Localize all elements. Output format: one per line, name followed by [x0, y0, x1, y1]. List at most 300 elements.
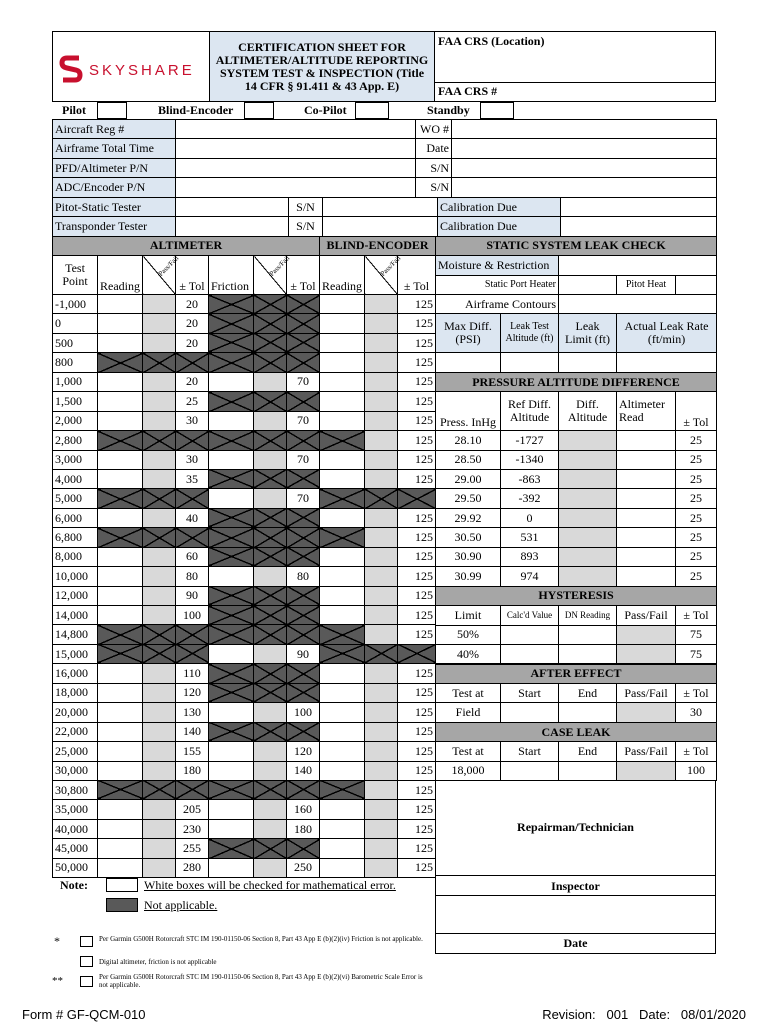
- hyst-pf-field[interactable]: [617, 645, 676, 664]
- friction-pass-fail-field[interactable]: [254, 819, 287, 838]
- pass-fail-field[interactable]: [143, 606, 176, 625]
- pad-press-value: 28.10: [436, 431, 501, 450]
- reading-field[interactable]: [98, 450, 143, 469]
- after-effect-title: AFTER EFFECT: [436, 664, 717, 683]
- not-applicable-cell: [209, 314, 254, 333]
- blind-reading-field[interactable]: [320, 819, 365, 838]
- blind-tol-value: 125: [398, 450, 436, 469]
- pad-press-header: Press. InHg: [436, 392, 501, 431]
- not-applicable-cell: [320, 644, 365, 663]
- blind-tol-value: 125: [398, 858, 436, 877]
- leak-limit-field[interactable]: [559, 353, 617, 372]
- airframe-time-field[interactable]: [176, 139, 416, 158]
- pad-diff-field[interactable]: [559, 470, 617, 489]
- blind-reading-field[interactable]: [320, 567, 365, 586]
- blind-tol-value: 125: [398, 664, 436, 683]
- pass-fail-field[interactable]: [143, 839, 176, 858]
- pad-read-header: Altimeter Read: [617, 392, 676, 431]
- blind-pass-fail-field[interactable]: [365, 314, 398, 333]
- altimeter-table: [52, 236, 436, 878]
- reading-field[interactable]: [98, 586, 143, 605]
- tol-value: 30: [176, 411, 209, 430]
- after-end-field[interactable]: [559, 703, 617, 722]
- pitot-heat-field[interactable]: [676, 275, 717, 294]
- form-title-text: CERTIFICATION SHEET FOR ALTIMETER/ALTITUDE REPORTING SYSTEM TEST & INSPECTION (Title 14 CFR § 91.411 & 43 App. E): [215, 39, 429, 93]
- not-applicable-cell: [254, 469, 287, 488]
- pass-fail-field[interactable]: [143, 683, 176, 702]
- reading-field[interactable]: [98, 469, 143, 488]
- test-point: 8,000: [53, 547, 98, 566]
- blind-reading-field[interactable]: [320, 508, 365, 527]
- blind-pass-fail-field[interactable]: [365, 819, 398, 838]
- friction-pass-fail-field[interactable]: [254, 703, 287, 722]
- reading-field[interactable]: [98, 606, 143, 625]
- friction-field[interactable]: [209, 800, 254, 819]
- not-applicable-cell: [209, 353, 254, 372]
- blind-tol-value: 125: [398, 683, 436, 702]
- adc-pn-field[interactable]: [176, 178, 416, 197]
- altimeter-row: [53, 411, 436, 430]
- pass-fail-field[interactable]: [143, 722, 176, 741]
- reading-field[interactable]: [98, 411, 143, 430]
- pad-read-field[interactable]: [617, 528, 676, 547]
- altimeter-row: [53, 664, 436, 683]
- transponder-tester-field[interactable]: [176, 217, 289, 236]
- pad-diff-field[interactable]: [559, 508, 617, 527]
- not-applicable-cell: [287, 780, 320, 799]
- hyst-calc-field[interactable]: [501, 625, 559, 644]
- pad-read-field[interactable]: [617, 450, 676, 469]
- station-pilot-checkbox[interactable]: [97, 102, 127, 119]
- header-logo-box: [52, 31, 210, 102]
- friction-pass-fail-field[interactable]: [254, 800, 287, 819]
- pitot-cal-due-field[interactable]: [561, 197, 717, 216]
- pad-diff-field[interactable]: [559, 431, 617, 450]
- blind-reading-field[interactable]: [320, 722, 365, 741]
- friction-field[interactable]: [209, 858, 254, 877]
- test-point: 800: [53, 353, 98, 372]
- reading-field[interactable]: [98, 839, 143, 858]
- blind-reading-field[interactable]: [320, 683, 365, 702]
- pass-fail-field[interactable]: [143, 586, 176, 605]
- friction-tol-value: 100: [287, 703, 320, 722]
- pass-fail-field[interactable]: [143, 469, 176, 488]
- blind-pass-fail-field[interactable]: [365, 411, 398, 430]
- friction-field[interactable]: [209, 761, 254, 780]
- not-applicable-cell: [254, 780, 287, 799]
- pad-diff-field[interactable]: [559, 547, 617, 566]
- hyst-calc-field[interactable]: [501, 645, 559, 664]
- blind-pass-fail-field[interactable]: [365, 392, 398, 411]
- not-applicable-cell: [254, 392, 287, 411]
- case-pf-header: Pass/Fail: [617, 742, 676, 761]
- blind-pass-fail-field[interactable]: [365, 295, 398, 314]
- blind-pass-fail-field[interactable]: [365, 839, 398, 858]
- not-applicable-cell: [287, 606, 320, 625]
- blind-pass-fail-field[interactable]: [365, 625, 398, 644]
- pad-ref-value: -1340: [501, 450, 559, 469]
- blind-reading-field[interactable]: [320, 839, 365, 858]
- altimeter-row: [53, 314, 436, 333]
- max-diff-field[interactable]: [436, 353, 501, 372]
- test-point: 40,000: [53, 819, 98, 838]
- case-leak-title: CASE LEAK: [436, 722, 717, 741]
- hyst-pf-field[interactable]: [617, 625, 676, 644]
- note2-checkbox[interactable]: [80, 956, 93, 967]
- crs-location-cell[interactable]: [435, 31, 716, 83]
- transponder-tester-label: Transponder Tester: [53, 217, 176, 236]
- pass-fail-field[interactable]: [143, 547, 176, 566]
- not-applicable-cell: [254, 664, 287, 683]
- station-blind-encoder-checkbox[interactable]: [244, 102, 274, 119]
- not-applicable-cell: [287, 839, 320, 858]
- transponder-cal-due-field[interactable]: [561, 217, 717, 236]
- not-applicable-cell: [143, 489, 176, 508]
- port-heater-field[interactable]: [559, 275, 617, 294]
- reading-field[interactable]: [98, 567, 143, 586]
- blind-reading-field[interactable]: [320, 372, 365, 391]
- blind-reading-field[interactable]: [320, 761, 365, 780]
- friction-pass-fail-field[interactable]: [254, 858, 287, 877]
- pfd-sn-field[interactable]: [452, 158, 717, 177]
- blind-pass-fail-field[interactable]: [365, 567, 398, 586]
- blind-pass-fail-field[interactable]: [365, 703, 398, 722]
- case-tol-value: 100: [676, 761, 717, 780]
- test-point: 6,000: [53, 508, 98, 527]
- pass-fail-field[interactable]: [143, 372, 176, 391]
- transponder-sn-field[interactable]: [323, 217, 438, 236]
- date-signoff-box[interactable]: [435, 934, 716, 954]
- pad-ref-value: -1727: [501, 431, 559, 450]
- pass-fail-field[interactable]: [143, 333, 176, 352]
- reading-field[interactable]: [98, 295, 143, 314]
- not-applicable-cell: [209, 547, 254, 566]
- not-applicable-cell: [287, 469, 320, 488]
- moisture-field[interactable]: [559, 256, 717, 275]
- pad-ref-header: Ref Diff. Altitude: [501, 392, 559, 431]
- blind-tol-value: 125: [398, 295, 436, 314]
- tol-value: 280: [176, 858, 209, 877]
- blind-tol-value: 125: [398, 469, 436, 488]
- blind-tol-header: ± Tol: [398, 256, 436, 295]
- not-applicable-cell: [209, 295, 254, 314]
- altimeter-row: [53, 780, 436, 799]
- pad-diff-field[interactable]: [559, 450, 617, 469]
- pad-ref-value: 893: [501, 547, 559, 566]
- pass-fail-field[interactable]: [143, 508, 176, 527]
- blind-pass-fail-field[interactable]: [365, 528, 398, 547]
- blind-reading-field[interactable]: [320, 295, 365, 314]
- reading-field[interactable]: [98, 547, 143, 566]
- blind-pass-fail-field[interactable]: [365, 858, 398, 877]
- blind-pass-fail-field[interactable]: [365, 606, 398, 625]
- blind-reading-field[interactable]: [320, 469, 365, 488]
- altimeter-row: [53, 644, 436, 663]
- blind-pass-fail-field[interactable]: [365, 761, 398, 780]
- friction-tol-value: 180: [287, 819, 320, 838]
- reading-field[interactable]: [98, 703, 143, 722]
- repairman-box[interactable]: [435, 780, 716, 876]
- pad-tol-value: 25: [676, 470, 717, 489]
- friction-field[interactable]: [209, 450, 254, 469]
- case-pf-field[interactable]: [617, 761, 676, 780]
- blind-reading-field[interactable]: [320, 858, 365, 877]
- pass-fail-field[interactable]: [143, 450, 176, 469]
- hyst-tol-value: 75: [676, 645, 717, 664]
- blind-pass-fail-field[interactable]: [365, 353, 398, 372]
- friction-field[interactable]: [209, 703, 254, 722]
- pass-fail-field[interactable]: [143, 392, 176, 411]
- leak-check-table: [435, 236, 717, 373]
- altimeter-row: [53, 839, 436, 858]
- test-point: 22,000: [53, 722, 98, 741]
- after-pf-field[interactable]: [617, 703, 676, 722]
- blind-pass-fail-field[interactable]: [365, 333, 398, 352]
- pad-ref-value: 531: [501, 528, 559, 547]
- friction-field[interactable]: [209, 372, 254, 391]
- contours-field[interactable]: [559, 295, 717, 314]
- friction-tol-value: 160: [287, 800, 320, 819]
- friction-field[interactable]: [209, 411, 254, 430]
- blind-reading-field[interactable]: [320, 353, 365, 372]
- not-applicable-cell: [209, 839, 254, 858]
- pfd-pn-label: PFD/Altimeter P/N: [53, 158, 176, 177]
- blind-tol-value: 125: [398, 353, 436, 372]
- blind-reading-field[interactable]: [320, 314, 365, 333]
- pad-row: [436, 528, 717, 547]
- pad-row: [436, 470, 717, 489]
- blind-pass-fail-field[interactable]: [365, 742, 398, 761]
- friction-pass-fail-field[interactable]: [254, 761, 287, 780]
- pad-read-field[interactable]: [617, 431, 676, 450]
- after-tol-header: ± Tol: [676, 683, 717, 702]
- adc-pn-label: ADC/Encoder P/N: [53, 178, 176, 197]
- blind-pass-fail-field[interactable]: [365, 372, 398, 391]
- blind-reading-field[interactable]: [320, 586, 365, 605]
- pass-fail-field[interactable]: [143, 858, 176, 877]
- blind-reading-field[interactable]: [320, 333, 365, 352]
- not-applicable-cell: [209, 392, 254, 411]
- friction-pass-fail-field[interactable]: [254, 450, 287, 469]
- reading-header: Reading: [98, 256, 143, 295]
- note3-checkbox[interactable]: [80, 976, 93, 987]
- pfd-sn-label: S/N: [416, 158, 452, 177]
- blind-tol-value: 125: [398, 528, 436, 547]
- wo-field[interactable]: [452, 120, 717, 139]
- not-applicable-cell: [98, 644, 143, 663]
- not-applicable-cell: [209, 431, 254, 450]
- pad-read-field[interactable]: [617, 470, 676, 489]
- pass-fail-field[interactable]: [143, 411, 176, 430]
- reading-field[interactable]: [98, 314, 143, 333]
- blind-pass-fail-field[interactable]: [365, 683, 398, 702]
- friction-field[interactable]: [209, 567, 254, 586]
- pass-fail-field[interactable]: [143, 664, 176, 683]
- altimeter-row: [53, 450, 436, 469]
- reading-field[interactable]: [98, 800, 143, 819]
- tol-value: 110: [176, 664, 209, 683]
- case-start-header: Start: [501, 742, 559, 761]
- altimeter-row: [53, 528, 436, 547]
- station-co-pilot-label: Co-Pilot: [304, 103, 347, 117]
- blind-encoder-section-title: BLIND-ENCODER: [320, 236, 436, 255]
- pass-fail-field[interactable]: [143, 742, 176, 761]
- blind-pass-fail-field[interactable]: [365, 450, 398, 469]
- not-applicable-cell: [398, 489, 436, 508]
- blind-pass-fail-field[interactable]: [365, 586, 398, 605]
- reading-field[interactable]: [98, 392, 143, 411]
- blind-pass-fail-field[interactable]: [365, 508, 398, 527]
- pad-read-field[interactable]: [617, 489, 676, 508]
- pass-fail-header: Pass/Fail: [143, 256, 176, 295]
- pitot-tester-sn-field[interactable]: [323, 197, 438, 216]
- pad-title: PRESSURE ALTITUDE DIFFERENCE: [436, 372, 717, 391]
- not-applicable-cell: [143, 644, 176, 663]
- pad-tol-value: 25: [676, 528, 717, 547]
- not-applicable-cell: [98, 528, 143, 547]
- blind-reading-field[interactable]: [320, 411, 365, 430]
- blind-reading-field[interactable]: [320, 664, 365, 683]
- blind-pass-fail-field[interactable]: [365, 800, 398, 819]
- friction-field[interactable]: [209, 644, 254, 663]
- pad-read-field[interactable]: [617, 547, 676, 566]
- company-name: SKYSHARE: [89, 62, 195, 79]
- case-end-field[interactable]: [559, 761, 617, 780]
- test-point: 25,000: [53, 742, 98, 761]
- pad-diff-field[interactable]: [559, 528, 617, 547]
- not-applicable-cell: [143, 528, 176, 547]
- adc-sn-field[interactable]: [452, 178, 717, 197]
- not-applicable-cell: [176, 528, 209, 547]
- note1-checkbox[interactable]: [80, 936, 93, 947]
- blind-reading-field[interactable]: [320, 800, 365, 819]
- pad-diff-field[interactable]: [559, 489, 617, 508]
- not-applicable-cell: [287, 547, 320, 566]
- not-applicable-cell: [209, 780, 254, 799]
- test-point: 500: [53, 333, 98, 352]
- aircraft-reg-field[interactable]: [176, 120, 416, 139]
- hyst-dn-field[interactable]: [559, 625, 617, 644]
- reading-field[interactable]: [98, 508, 143, 527]
- blind-pass-fail-field[interactable]: [365, 431, 398, 450]
- pass-fail-field[interactable]: [143, 800, 176, 819]
- pad-diff-field[interactable]: [559, 567, 617, 586]
- friction-tol-value: 80: [287, 567, 320, 586]
- blind-tol-value: 125: [398, 508, 436, 527]
- not-applicable-cell: [254, 528, 287, 547]
- blind-pass-fail-field[interactable]: [365, 722, 398, 741]
- friction-pass-fail-field[interactable]: [254, 411, 287, 430]
- friction-field[interactable]: [209, 489, 254, 508]
- pass-fail-field[interactable]: [143, 819, 176, 838]
- not-applicable-cell: [254, 722, 287, 741]
- pass-fail-field[interactable]: [143, 703, 176, 722]
- friction-field[interactable]: [209, 742, 254, 761]
- hyst-dn-field[interactable]: [559, 645, 617, 664]
- blind-reading-field[interactable]: [320, 547, 365, 566]
- blind-reading-field[interactable]: [320, 703, 365, 722]
- not-applicable-cell: [209, 606, 254, 625]
- reading-field[interactable]: [98, 742, 143, 761]
- not-applicable-cell: [176, 625, 209, 644]
- blind-pass-fail-field[interactable]: [365, 547, 398, 566]
- form-title: [210, 31, 435, 102]
- reading-field[interactable]: [98, 722, 143, 741]
- blind-pass-fail-field[interactable]: [365, 664, 398, 683]
- friction-field[interactable]: [209, 819, 254, 838]
- not-applicable-cell: [398, 644, 436, 663]
- pad-row: [436, 567, 717, 586]
- inspector-box[interactable]: [435, 876, 716, 934]
- date-field[interactable]: [452, 139, 717, 158]
- reading-field[interactable]: [98, 664, 143, 683]
- after-start-field[interactable]: [501, 703, 559, 722]
- repairman-label: Repairman/Technician: [517, 820, 634, 834]
- blind-pass-fail-field[interactable]: [365, 780, 398, 799]
- reading-field[interactable]: [98, 819, 143, 838]
- blind-reading-field[interactable]: [320, 450, 365, 469]
- tol-value: 255: [176, 839, 209, 858]
- leak-alt-field[interactable]: [501, 353, 559, 372]
- not-applicable-cell: [254, 625, 287, 644]
- reading-field[interactable]: [98, 761, 143, 780]
- reading-field[interactable]: [98, 333, 143, 352]
- actual-rate-field[interactable]: [617, 353, 717, 372]
- reading-field[interactable]: [98, 372, 143, 391]
- case-leak-table: [435, 722, 717, 781]
- pass-fail-field[interactable]: [143, 567, 176, 586]
- pad-tol-header: ± Tol: [676, 392, 717, 431]
- pad-press-value: 29.00: [436, 470, 501, 489]
- test-point: 10,000: [53, 567, 98, 586]
- reading-field[interactable]: [98, 683, 143, 702]
- blind-pass-fail-field[interactable]: [365, 469, 398, 488]
- crs-number-cell[interactable]: [435, 83, 716, 102]
- friction-pass-fail-header: Pass/Fail: [254, 256, 287, 295]
- note3-text: Per Garmin G500H Rotorcraft STC IM 190-01150-06 Section 8, Part 43 App E (b)(2)(vi) Barometric Scale Error is not applicable.: [99, 973, 423, 989]
- friction-pass-fail-field[interactable]: [254, 489, 287, 508]
- case-start-field[interactable]: [501, 761, 559, 780]
- actual-rate-label: Actual Leak Rate (ft/min): [617, 314, 717, 353]
- friction-pass-fail-field[interactable]: [254, 372, 287, 391]
- friction-pass-fail-field[interactable]: [254, 644, 287, 663]
- station-standby-checkbox[interactable]: [480, 102, 514, 119]
- gray-box-swatch: [106, 898, 138, 912]
- station-co-pilot-checkbox[interactable]: [355, 102, 389, 119]
- not-applicable-cell: [143, 431, 176, 450]
- inspector-divider: [436, 895, 715, 896]
- not-applicable-cell: [209, 333, 254, 352]
- pad-read-field[interactable]: [617, 508, 676, 527]
- blind-reading-field[interactable]: [320, 392, 365, 411]
- pass-fail-field[interactable]: [143, 295, 176, 314]
- pass-fail-field[interactable]: [143, 761, 176, 780]
- reading-field[interactable]: [98, 858, 143, 877]
- not-applicable-cell: [320, 489, 365, 508]
- blind-tol-value: 125: [398, 722, 436, 741]
- friction-pass-fail-field[interactable]: [254, 742, 287, 761]
- pitot-tester-field[interactable]: [176, 197, 289, 216]
- blind-reading-field[interactable]: [320, 742, 365, 761]
- blind-reading-field[interactable]: [320, 606, 365, 625]
- friction-tol-value: 250: [287, 858, 320, 877]
- pass-fail-field[interactable]: [143, 314, 176, 333]
- pfd-pn-field[interactable]: [176, 158, 416, 177]
- friction-pass-fail-field[interactable]: [254, 567, 287, 586]
- pad-read-field[interactable]: [617, 567, 676, 586]
- blind-tol-value: 125: [398, 780, 436, 799]
- pad-diff-header: Diff. Altitude: [559, 392, 617, 431]
